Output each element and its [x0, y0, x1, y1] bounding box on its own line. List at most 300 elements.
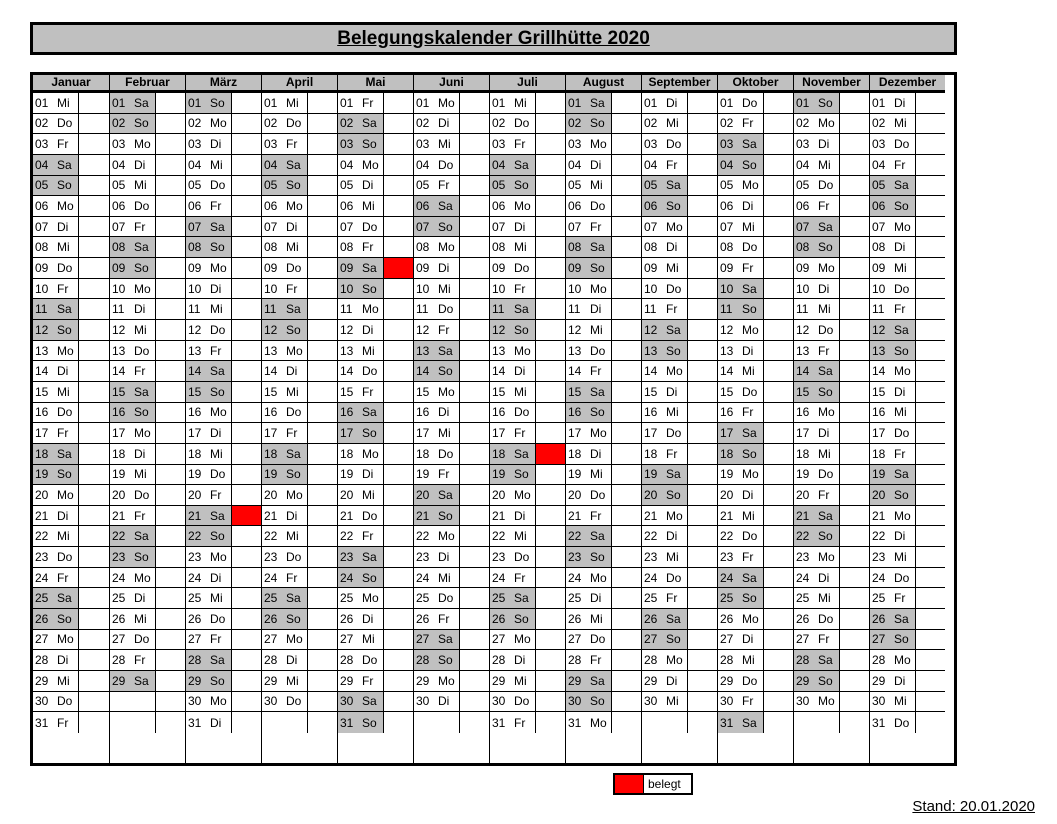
day-cell[interactable]	[870, 692, 916, 712]
booking-mark[interactable]	[612, 134, 641, 154]
day-cell[interactable]	[566, 465, 612, 485]
day-cell[interactable]	[186, 650, 232, 670]
day-cell[interactable]	[33, 692, 79, 712]
day-cell[interactable]	[338, 423, 384, 443]
day-cell[interactable]	[338, 196, 384, 216]
day-cell[interactable]	[642, 258, 688, 278]
booking-mark[interactable]	[308, 588, 337, 608]
day-cell[interactable]	[566, 609, 612, 629]
booking-mark[interactable]	[916, 382, 945, 402]
booking-mark[interactable]	[460, 93, 489, 113]
booking-mark[interactable]	[156, 465, 185, 485]
booking-mark[interactable]	[232, 93, 261, 113]
day-cell[interactable]	[186, 526, 232, 546]
booking-mark[interactable]	[232, 526, 261, 546]
booking-mark[interactable]	[460, 114, 489, 134]
day-cell[interactable]	[718, 692, 764, 712]
day-cell[interactable]	[642, 155, 688, 175]
booking-mark[interactable]	[232, 196, 261, 216]
booking-mark[interactable]	[308, 465, 337, 485]
day-cell[interactable]	[642, 134, 688, 154]
day-cell[interactable]	[794, 114, 840, 134]
booking-mark[interactable]	[232, 692, 261, 712]
day-cell[interactable]	[186, 630, 232, 650]
booking-mark[interactable]	[460, 320, 489, 340]
booking-mark[interactable]	[308, 506, 337, 526]
booking-mark[interactable]	[536, 423, 565, 443]
booking-mark[interactable]	[232, 114, 261, 134]
booking-mark[interactable]	[536, 134, 565, 154]
day-cell[interactable]	[186, 361, 232, 381]
booking-mark[interactable]	[308, 423, 337, 443]
day-cell[interactable]	[642, 176, 688, 196]
day-cell[interactable]	[642, 547, 688, 567]
day-cell[interactable]	[262, 650, 308, 670]
day-cell[interactable]	[338, 176, 384, 196]
booking-mark[interactable]	[916, 196, 945, 216]
booking-mark[interactable]	[536, 93, 565, 113]
booking-mark[interactable]	[764, 423, 793, 443]
booking-mark[interactable]	[156, 299, 185, 319]
booking-mark[interactable]	[840, 155, 869, 175]
booking-mark[interactable]	[308, 630, 337, 650]
day-cell[interactable]	[566, 712, 612, 733]
day-cell[interactable]	[262, 465, 308, 485]
booking-mark[interactable]	[916, 650, 945, 670]
day-cell[interactable]	[642, 279, 688, 299]
booking-mark[interactable]	[232, 423, 261, 443]
booking-mark[interactable]	[536, 465, 565, 485]
day-cell[interactable]	[186, 93, 232, 113]
day-cell[interactable]	[110, 485, 156, 505]
booking-mark[interactable]	[916, 609, 945, 629]
booking-mark[interactable]	[840, 506, 869, 526]
day-cell[interactable]	[490, 712, 536, 733]
day-cell[interactable]	[642, 237, 688, 257]
day-cell[interactable]	[262, 299, 308, 319]
day-cell[interactable]	[262, 547, 308, 567]
booking-mark[interactable]	[840, 650, 869, 670]
booking-mark[interactable]	[840, 176, 869, 196]
day-cell[interactable]	[490, 526, 536, 546]
day-cell[interactable]	[718, 299, 764, 319]
booking-mark[interactable]	[612, 609, 641, 629]
day-cell[interactable]	[186, 299, 232, 319]
booking-mark[interactable]	[308, 361, 337, 381]
day-cell[interactable]	[338, 361, 384, 381]
booking-mark[interactable]	[156, 176, 185, 196]
day-cell[interactable]	[566, 485, 612, 505]
day-cell[interactable]	[186, 155, 232, 175]
day-cell[interactable]	[870, 258, 916, 278]
booking-mark[interactable]	[536, 217, 565, 237]
booking-mark[interactable]	[156, 712, 185, 733]
day-cell[interactable]	[794, 671, 840, 691]
booking-mark[interactable]	[840, 609, 869, 629]
day-cell[interactable]	[718, 568, 764, 588]
day-cell[interactable]	[414, 506, 460, 526]
day-cell[interactable]	[262, 526, 308, 546]
booking-mark[interactable]	[916, 692, 945, 712]
booking-mark[interactable]	[308, 134, 337, 154]
booking-mark[interactable]	[384, 341, 413, 361]
booking-mark[interactable]	[232, 341, 261, 361]
booking-mark[interactable]	[460, 217, 489, 237]
day-cell[interactable]	[338, 237, 384, 257]
booking-mark[interactable]	[384, 217, 413, 237]
day-cell[interactable]	[642, 485, 688, 505]
booking-mark[interactable]	[308, 155, 337, 175]
booking-mark[interactable]	[79, 423, 109, 443]
booking-mark[interactable]	[916, 712, 945, 733]
booking-mark[interactable]	[156, 526, 185, 546]
booking-mark[interactable]	[79, 114, 109, 134]
booking-mark[interactable]	[612, 630, 641, 650]
booking-mark[interactable]	[612, 196, 641, 216]
day-cell[interactable]	[566, 526, 612, 546]
day-cell[interactable]	[718, 526, 764, 546]
day-cell[interactable]	[490, 630, 536, 650]
booking-mark[interactable]	[460, 506, 489, 526]
day-cell[interactable]	[338, 609, 384, 629]
booking-mark[interactable]	[460, 258, 489, 278]
day-cell[interactable]	[490, 341, 536, 361]
booking-mark[interactable]	[460, 671, 489, 691]
booking-mark[interactable]	[156, 196, 185, 216]
booking-mark[interactable]	[688, 547, 717, 567]
booking-mark[interactable]	[764, 196, 793, 216]
day-cell[interactable]	[110, 444, 156, 464]
day-cell[interactable]	[33, 712, 79, 733]
booking-mark[interactable]	[536, 382, 565, 402]
day-cell[interactable]	[490, 650, 536, 670]
booking-mark[interactable]	[612, 568, 641, 588]
booking-mark[interactable]	[840, 403, 869, 423]
day-cell[interactable]	[414, 692, 460, 712]
booking-mark[interactable]	[460, 568, 489, 588]
day-cell[interactable]	[566, 176, 612, 196]
day-cell[interactable]	[262, 444, 308, 464]
day-cell[interactable]	[110, 299, 156, 319]
day-cell[interactable]	[642, 320, 688, 340]
booking-mark[interactable]	[764, 114, 793, 134]
day-cell[interactable]	[33, 423, 79, 443]
day-cell[interactable]	[794, 588, 840, 608]
day-cell[interactable]	[718, 320, 764, 340]
day-cell[interactable]	[794, 134, 840, 154]
booking-mark[interactable]	[688, 692, 717, 712]
booking-mark[interactable]	[308, 444, 337, 464]
day-cell[interactable]	[262, 341, 308, 361]
day-cell[interactable]	[870, 526, 916, 546]
booking-mark[interactable]	[916, 485, 945, 505]
day-cell[interactable]	[186, 712, 232, 733]
day-cell[interactable]	[338, 320, 384, 340]
booking-mark[interactable]	[384, 568, 413, 588]
booking-mark[interactable]	[764, 588, 793, 608]
day-cell[interactable]	[186, 609, 232, 629]
booking-mark[interactable]	[916, 547, 945, 567]
booking-mark[interactable]	[156, 155, 185, 175]
day-cell[interactable]	[490, 196, 536, 216]
day-cell[interactable]	[870, 237, 916, 257]
booking-mark[interactable]	[536, 609, 565, 629]
day-cell[interactable]	[566, 444, 612, 464]
day-cell[interactable]	[490, 134, 536, 154]
booking-mark[interactable]	[308, 320, 337, 340]
day-cell[interactable]	[33, 630, 79, 650]
day-cell[interactable]	[566, 320, 612, 340]
day-cell[interactable]	[718, 382, 764, 402]
booking-mark[interactable]	[536, 568, 565, 588]
booking-mark[interactable]	[764, 93, 793, 113]
day-cell[interactable]	[870, 485, 916, 505]
booking-mark[interactable]	[308, 299, 337, 319]
booking-mark[interactable]	[308, 341, 337, 361]
booking-mark[interactable]	[840, 692, 869, 712]
booking-mark[interactable]	[79, 485, 109, 505]
booking-mark[interactable]	[232, 609, 261, 629]
booking-mark[interactable]	[764, 506, 793, 526]
booking-mark[interactable]	[536, 547, 565, 567]
day-cell[interactable]	[33, 279, 79, 299]
day-cell[interactable]	[33, 155, 79, 175]
booking-mark[interactable]	[688, 465, 717, 485]
day-cell[interactable]	[642, 299, 688, 319]
day-cell[interactable]	[490, 382, 536, 402]
booking-mark[interactable]	[384, 258, 413, 278]
booking-mark[interactable]	[764, 630, 793, 650]
booking-mark[interactable]	[612, 671, 641, 691]
booking-mark[interactable]	[536, 279, 565, 299]
day-cell[interactable]	[186, 671, 232, 691]
day-cell[interactable]	[490, 568, 536, 588]
booking-mark[interactable]	[156, 279, 185, 299]
day-cell[interactable]	[870, 568, 916, 588]
booking-mark[interactable]	[688, 93, 717, 113]
booking-mark[interactable]	[688, 485, 717, 505]
booking-mark[interactable]	[460, 465, 489, 485]
day-cell[interactable]	[33, 609, 79, 629]
booking-mark[interactable]	[232, 547, 261, 567]
day-cell[interactable]	[642, 361, 688, 381]
booking-mark[interactable]	[308, 526, 337, 546]
booking-mark[interactable]	[764, 258, 793, 278]
booking-mark[interactable]	[79, 630, 109, 650]
booking-mark[interactable]	[232, 444, 261, 464]
day-cell[interactable]	[262, 114, 308, 134]
booking-mark[interactable]	[688, 609, 717, 629]
booking-mark[interactable]	[688, 114, 717, 134]
day-cell[interactable]	[262, 93, 308, 113]
day-cell[interactable]	[490, 258, 536, 278]
booking-mark[interactable]	[612, 547, 641, 567]
booking-mark[interactable]	[460, 176, 489, 196]
day-cell[interactable]	[794, 465, 840, 485]
booking-mark[interactable]	[612, 526, 641, 546]
day-cell[interactable]	[262, 568, 308, 588]
booking-mark[interactable]	[308, 568, 337, 588]
booking-mark[interactable]	[460, 237, 489, 257]
booking-mark[interactable]	[156, 506, 185, 526]
day-cell[interactable]	[33, 526, 79, 546]
day-cell[interactable]	[490, 155, 536, 175]
day-cell[interactable]	[186, 485, 232, 505]
booking-mark[interactable]	[232, 506, 261, 526]
day-cell[interactable]	[110, 217, 156, 237]
booking-mark[interactable]	[308, 93, 337, 113]
booking-mark[interactable]	[308, 176, 337, 196]
booking-mark[interactable]	[764, 320, 793, 340]
day-cell[interactable]	[718, 630, 764, 650]
booking-mark[interactable]	[384, 237, 413, 257]
day-cell[interactable]	[870, 114, 916, 134]
booking-mark[interactable]	[916, 630, 945, 650]
day-cell[interactable]	[186, 588, 232, 608]
booking-mark[interactable]	[536, 237, 565, 257]
booking-mark[interactable]	[460, 299, 489, 319]
booking-mark[interactable]	[688, 155, 717, 175]
day-cell[interactable]	[262, 279, 308, 299]
booking-mark[interactable]	[232, 217, 261, 237]
booking-mark[interactable]	[156, 568, 185, 588]
booking-mark[interactable]	[79, 258, 109, 278]
day-cell[interactable]	[642, 465, 688, 485]
booking-mark[interactable]	[460, 630, 489, 650]
booking-mark[interactable]	[308, 258, 337, 278]
day-cell[interactable]	[490, 114, 536, 134]
booking-mark[interactable]	[384, 320, 413, 340]
day-cell[interactable]	[338, 568, 384, 588]
booking-mark[interactable]	[612, 423, 641, 443]
day-cell[interactable]	[566, 547, 612, 567]
booking-mark[interactable]	[79, 692, 109, 712]
day-cell[interactable]	[186, 320, 232, 340]
booking-mark[interactable]	[916, 299, 945, 319]
day-cell[interactable]	[110, 341, 156, 361]
booking-mark[interactable]	[612, 382, 641, 402]
booking-mark[interactable]	[612, 650, 641, 670]
day-cell[interactable]	[110, 712, 156, 733]
day-cell[interactable]	[490, 506, 536, 526]
booking-mark[interactable]	[612, 114, 641, 134]
booking-mark[interactable]	[79, 320, 109, 340]
day-cell[interactable]	[870, 423, 916, 443]
booking-mark[interactable]	[688, 382, 717, 402]
day-cell[interactable]	[794, 609, 840, 629]
day-cell[interactable]	[33, 114, 79, 134]
booking-mark[interactable]	[384, 279, 413, 299]
booking-mark[interactable]	[79, 299, 109, 319]
booking-mark[interactable]	[460, 712, 489, 733]
booking-mark[interactable]	[612, 237, 641, 257]
day-cell[interactable]	[490, 465, 536, 485]
booking-mark[interactable]	[384, 134, 413, 154]
day-cell[interactable]	[794, 547, 840, 567]
day-cell[interactable]	[338, 547, 384, 567]
day-cell[interactable]	[338, 630, 384, 650]
booking-mark[interactable]	[384, 114, 413, 134]
day-cell[interactable]	[718, 547, 764, 567]
booking-mark[interactable]	[308, 237, 337, 257]
day-cell[interactable]	[794, 217, 840, 237]
booking-mark[interactable]	[840, 712, 869, 733]
day-cell[interactable]	[870, 196, 916, 216]
booking-mark[interactable]	[612, 217, 641, 237]
day-cell[interactable]	[718, 341, 764, 361]
booking-mark[interactable]	[308, 382, 337, 402]
day-cell[interactable]	[262, 176, 308, 196]
day-cell[interactable]	[186, 444, 232, 464]
booking-mark[interactable]	[79, 237, 109, 257]
booking-mark[interactable]	[156, 382, 185, 402]
day-cell[interactable]	[262, 692, 308, 712]
booking-mark[interactable]	[612, 465, 641, 485]
booking-mark[interactable]	[688, 237, 717, 257]
day-cell[interactable]	[33, 361, 79, 381]
booking-mark[interactable]	[384, 588, 413, 608]
day-cell[interactable]	[110, 196, 156, 216]
booking-mark[interactable]	[916, 403, 945, 423]
day-cell[interactable]	[718, 361, 764, 381]
booking-mark[interactable]	[688, 423, 717, 443]
booking-mark[interactable]	[840, 465, 869, 485]
day-cell[interactable]	[33, 671, 79, 691]
booking-mark[interactable]	[79, 93, 109, 113]
booking-mark[interactable]	[384, 93, 413, 113]
booking-mark[interactable]	[764, 361, 793, 381]
booking-mark[interactable]	[536, 692, 565, 712]
day-cell[interactable]	[870, 382, 916, 402]
booking-mark[interactable]	[612, 258, 641, 278]
booking-mark[interactable]	[536, 403, 565, 423]
booking-mark[interactable]	[156, 320, 185, 340]
booking-mark[interactable]	[688, 650, 717, 670]
day-cell[interactable]	[186, 547, 232, 567]
day-cell[interactable]	[110, 588, 156, 608]
day-cell[interactable]	[262, 361, 308, 381]
day-cell[interactable]	[262, 237, 308, 257]
booking-mark[interactable]	[764, 568, 793, 588]
day-cell[interactable]	[566, 588, 612, 608]
day-cell[interactable]	[870, 444, 916, 464]
day-cell[interactable]	[33, 299, 79, 319]
day-cell[interactable]	[110, 93, 156, 113]
day-cell[interactable]	[338, 506, 384, 526]
day-cell[interactable]	[186, 382, 232, 402]
booking-mark[interactable]	[384, 361, 413, 381]
day-cell[interactable]	[262, 217, 308, 237]
booking-mark[interactable]	[156, 403, 185, 423]
day-cell[interactable]	[718, 237, 764, 257]
booking-mark[interactable]	[460, 526, 489, 546]
day-cell[interactable]	[262, 155, 308, 175]
booking-mark[interactable]	[916, 134, 945, 154]
day-cell[interactable]	[110, 609, 156, 629]
day-cell[interactable]	[110, 526, 156, 546]
booking-mark[interactable]	[460, 279, 489, 299]
booking-mark[interactable]	[536, 196, 565, 216]
booking-mark[interactable]	[840, 588, 869, 608]
day-cell[interactable]	[33, 485, 79, 505]
booking-mark[interactable]	[232, 237, 261, 257]
booking-mark[interactable]	[308, 196, 337, 216]
booking-mark[interactable]	[688, 299, 717, 319]
booking-mark[interactable]	[232, 485, 261, 505]
day-cell[interactable]	[33, 320, 79, 340]
day-cell[interactable]	[718, 588, 764, 608]
day-cell[interactable]	[870, 320, 916, 340]
